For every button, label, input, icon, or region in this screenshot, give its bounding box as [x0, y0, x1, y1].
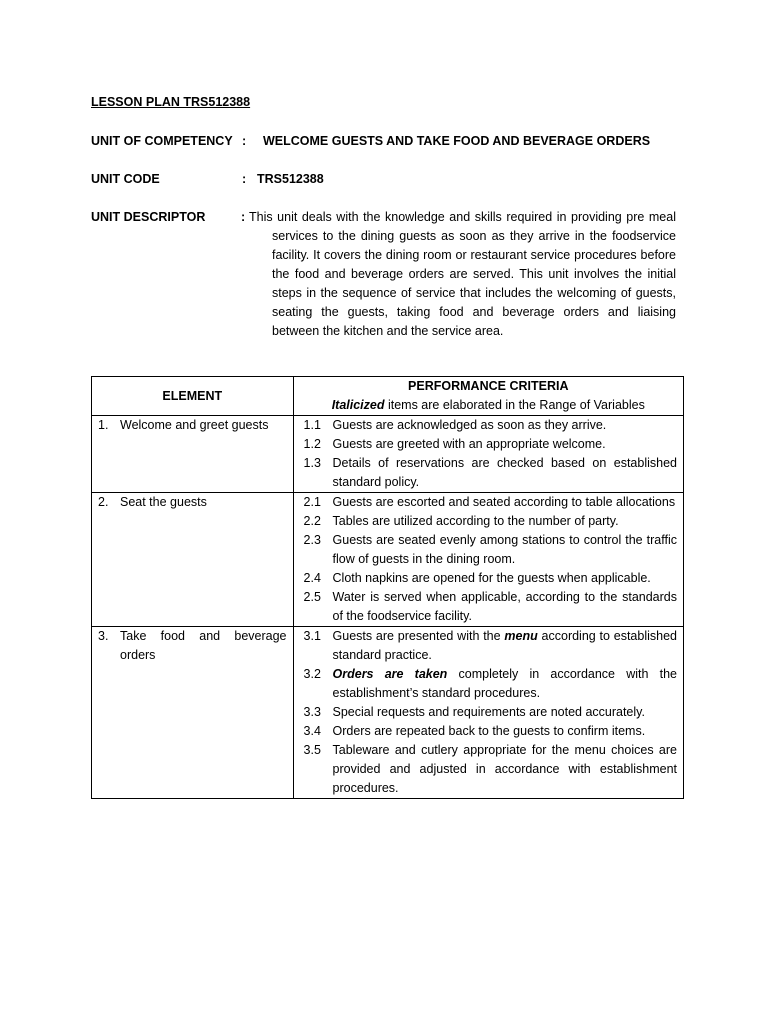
criteria-text: Guests are greeted with an appropriate welcome. [332, 437, 606, 451]
performance-criteria-subtitle [294, 396, 683, 415]
criteria-number: 1.2 [303, 437, 321, 451]
criteria-cell [293, 493, 683, 627]
unit-of-competency-label: UNIT OF COMPETENCY [91, 134, 233, 148]
unit-of-competency-value: WELCOME GUESTS AND TAKE FOOD AND BEVERAGE ORDERS [263, 134, 651, 148]
criteria-item [304, 531, 677, 569]
unit-code-label: UNIT CODE [91, 172, 160, 186]
element-header [92, 377, 294, 416]
criteria-item [304, 703, 677, 722]
criteria-number: 2.5 [303, 590, 321, 604]
unit-of-competency-row [91, 132, 691, 151]
criteria-text [332, 627, 681, 665]
performance-criteria-header [293, 377, 683, 416]
element-text: Welcome and greet guests [120, 418, 269, 432]
criteria-text: Special requests and requirements are noted accurately. [332, 705, 645, 719]
element-cell [92, 627, 294, 799]
criteria-item [304, 512, 677, 531]
criteria-text: Guests are escorted and seated according to table allocations [332, 495, 676, 509]
criteria-number: 1.3 [303, 456, 321, 470]
criteria-item [304, 435, 677, 454]
criteria-text: Guests are seated evenly among stations to control the traffic flow of guests in the dining room. [332, 533, 677, 566]
criteria-item [304, 416, 677, 435]
criteria-number: 2.1 [303, 495, 321, 509]
table-row [92, 627, 684, 799]
criteria-text-after: completely in accordance with the establishment’s standard procedures. [332, 667, 681, 700]
unit-code-row [91, 170, 691, 189]
lesson-title: LESSON PLAN TRS512388 [91, 95, 251, 109]
criteria-number: 3.1 [303, 629, 321, 643]
element-text: Take food and beverage orders [120, 629, 287, 662]
criteria-item [304, 569, 677, 588]
element-cell [92, 493, 294, 627]
criteria-text: Details of reservations are checked based on established standard policy. [332, 456, 677, 489]
element-cell [92, 416, 294, 493]
criteria-text: Orders are repeated back to the guests to confirm items. [332, 724, 646, 738]
element-item [98, 493, 287, 512]
criteria-italic-term: Orders are taken [332, 667, 448, 681]
table-row [92, 493, 684, 627]
criteria-item [304, 741, 677, 798]
criteria-number: 3.4 [303, 724, 321, 738]
element-number: 1. [98, 418, 109, 432]
criteria-number: 3.2 [303, 667, 321, 681]
criteria-text: Tableware and cutlery appropriate for the menu choices are provided and adjusted in accordance with establishment procedures. [332, 743, 677, 795]
criteria-cell [293, 627, 683, 799]
element-number: 2. [98, 495, 109, 509]
criteria-italic-term: menu [504, 629, 538, 643]
criteria-number: 3.3 [303, 705, 321, 719]
unit-descriptor-label: UNIT DESCRIPTOR [91, 210, 206, 224]
unit-descriptor-row [91, 208, 691, 358]
element-item [98, 627, 287, 665]
criteria-number: 3.5 [303, 743, 321, 757]
criteria-cell [293, 416, 683, 493]
criteria-text: Guests are acknowledged as soon as they arrive. [332, 418, 607, 432]
performance-criteria-table [91, 376, 684, 799]
criteria-number: 1.1 [303, 418, 321, 432]
italicized-word: Italicized [331, 398, 385, 412]
element-number: 3. [98, 629, 109, 643]
criteria-item [304, 454, 677, 492]
criteria-text-after: according to established standard practice. [332, 629, 681, 662]
table-header-row [92, 377, 684, 416]
criteria-item [304, 722, 677, 741]
element-item [98, 416, 287, 435]
unit-descriptor-text: This unit deals with the knowledge and skills required in providing pre meal services to the dining guests as soon as they arrive in the foodservice facility. It covers the dining room or restaurant service procedures before the food and beverage orders are served. This unit involves the initial steps in the sequence of service that includes the welcoming of guests, seating the guests, taking food and beverage orders and liaising between the kitchen and the service area. [249, 210, 676, 338]
criteria-text: Water is served when applicable, according to the standards of the foodservice facility. [332, 590, 677, 623]
criteria-text: Cloth napkins are opened for the guests when applicable. [332, 571, 651, 585]
unit-code-colon: : [242, 172, 247, 186]
performance-criteria-title: PERFORMANCE CRITERIA [408, 379, 569, 393]
criteria-number: 2.2 [303, 514, 321, 528]
criteria-text: Tables are utilized according to the number of party. [332, 514, 619, 528]
criteria-text-before: Guests are presented with the [332, 629, 505, 643]
element-header-label: ELEMENT [162, 388, 223, 403]
criteria-item [303, 627, 681, 665]
unit-code-value: TRS512388 [257, 172, 324, 186]
unit-of-competency-colon: : [242, 134, 247, 148]
criteria-text [332, 665, 681, 703]
unit-descriptor-colon: : [241, 210, 246, 224]
table-row [92, 416, 684, 493]
element-text: Seat the guests [120, 495, 207, 509]
subtitle-rest: items are elaborated in the Range of Variables [384, 398, 645, 412]
criteria-number: 2.3 [303, 533, 321, 547]
criteria-item [304, 588, 677, 626]
criteria-number: 2.4 [303, 571, 321, 585]
criteria-item [303, 665, 681, 703]
criteria-item [304, 493, 677, 512]
